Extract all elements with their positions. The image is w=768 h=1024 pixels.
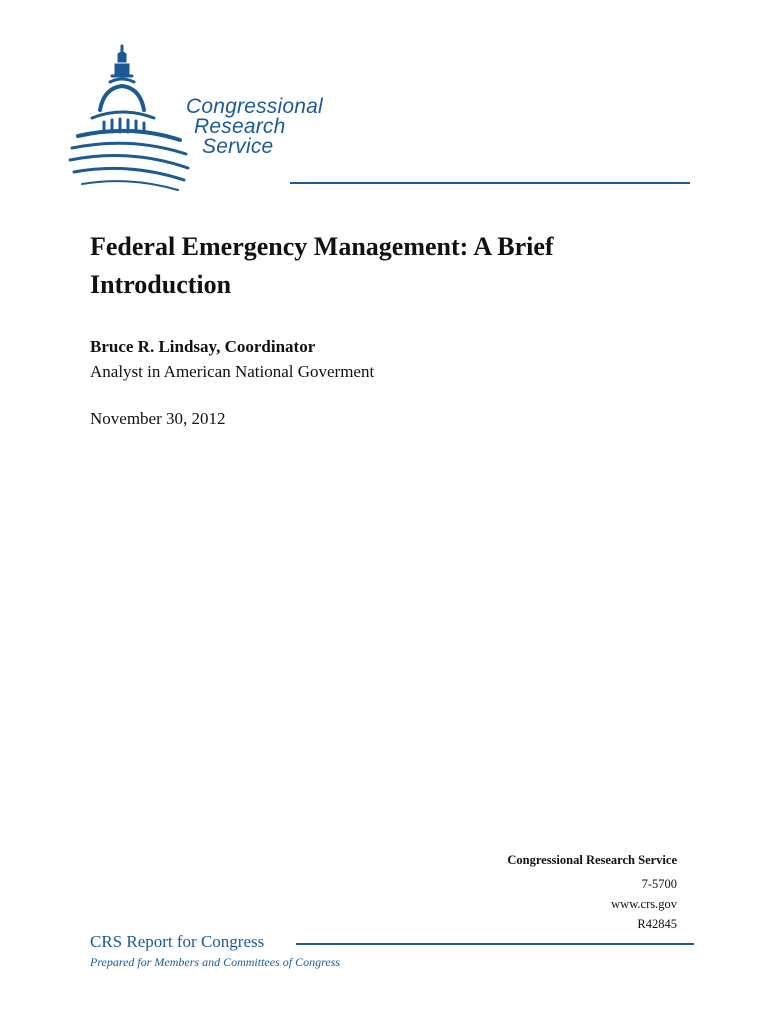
logo-line-service: Service (202, 135, 274, 158)
author-name: Bruce R. Lindsay, Coordinator (90, 337, 316, 356)
report-title: Federal Emergency Management: A Brief Introduction (90, 232, 554, 299)
report-number: R42845 (637, 917, 677, 931)
footer-title: CRS Report for Congress (90, 932, 265, 951)
publisher-info (507, 850, 677, 934)
footer-rule (296, 943, 694, 945)
report-date: November 30, 2012 (90, 409, 226, 428)
publisher-org: Congressional Research Service (507, 853, 677, 867)
publisher-phone: 7-5700 (641, 877, 677, 891)
logo-line-congressional: Congressional (186, 95, 323, 118)
logo-line-research: Research (194, 115, 286, 138)
footer-subtitle: Prepared for Members and Committees of Congress (90, 955, 340, 969)
header-rule (290, 182, 690, 184)
publisher-website[interactable]: www.crs.gov (611, 897, 677, 911)
author-title: Analyst in American National Goverment (90, 362, 375, 381)
